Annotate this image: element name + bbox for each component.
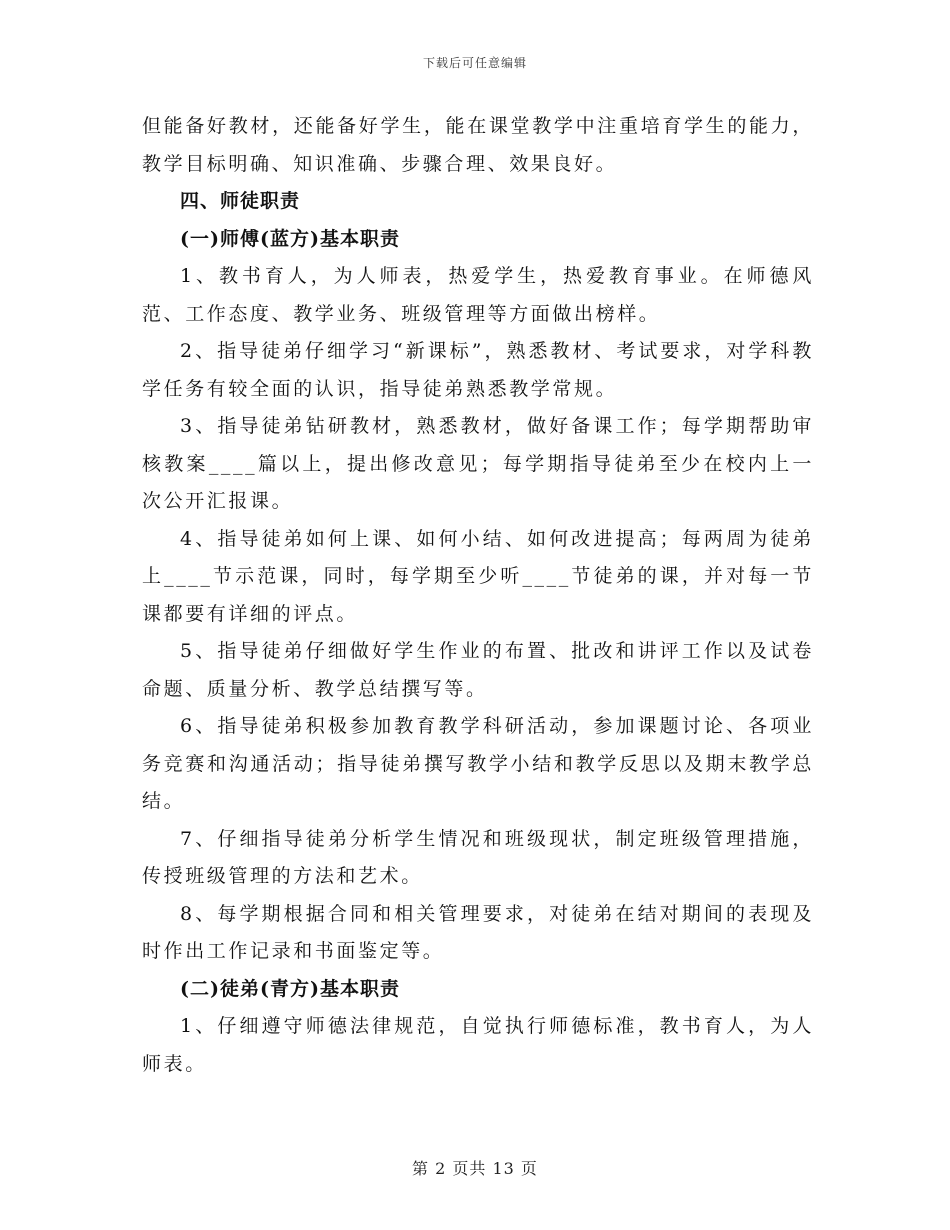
master-duty-8: 8、每学期根据合同和相关管理要求，对徒弟在结对期间的表现及时作出工作记录和书面鉴定等。 [142,902,814,962]
master-duty-7: 7、仔细指导徒弟分析学生情况和班级现状，制定班级管理措施，传授班级管理的方法和艺术。 [142,827,814,887]
master-duty-6: 6、指导徒弟积极参加教育教学科研活动，参加课题讨论、各项业务竞赛和沟通活动；指导徒弟撰写教学小结和教学反思以及期末教学总结。 [142,715,814,812]
page-number: 第 2 页共 13 页 [412,1159,538,1178]
master-duty-2: 2、指导徒弟仔细学习“新课标”，熟悉教材、考试要求，对学科教学任务有较全面的认识，指导徒弟熟悉教学常规。 [142,340,814,400]
apprentice-duty-1: 1、仔细遵守师德法律规范，自觉执行师德标准，教书育人，为人师表。 [142,1015,814,1075]
subsection-title-master: (一)师傅(蓝方)基本职责 [180,227,400,250]
master-duty-5: 5、指导徒弟仔细做好学生作业的布置、批改和讲评工作以及试卷命题、质量分析、教学总结撰写等。 [142,640,814,700]
page-header: 下载后可任意编辑 [422,56,527,70]
intro-paragraph: 但能备好教材，还能备好学生，能在课堂教学中注重培育学生的能力，教学目标明确、知识准确、步骤合理、效果良好。 [142,115,814,175]
master-duty-4: 4、指导徒弟如何上课、如何小结、如何改进提高；每两周为徒弟上____节示范课，同时，每学期至少听____节徒弟的课，并对每一节课都要有详细的评点。 [142,527,814,625]
master-duty-1: 1、教书育人，为人师表，热爱学生，热爱教育事业。在师德风范、工作态度、教学业务、班级管理等方面做出榜样。 [142,265,814,325]
master-duty-3: 3、指导徒弟钻研教材，熟悉教材，做好备课工作；每学期帮助审核教案____篇以上，提出修改意见；每学期指导徒弟至少在校内上一次公开汇报课。 [142,415,814,512]
document-body [142,108,814,1083]
section-title: 四、师徒职责 [180,190,301,212]
subsection-title-apprentice: (二)徒弟(青方)基本职责 [180,977,400,1000]
